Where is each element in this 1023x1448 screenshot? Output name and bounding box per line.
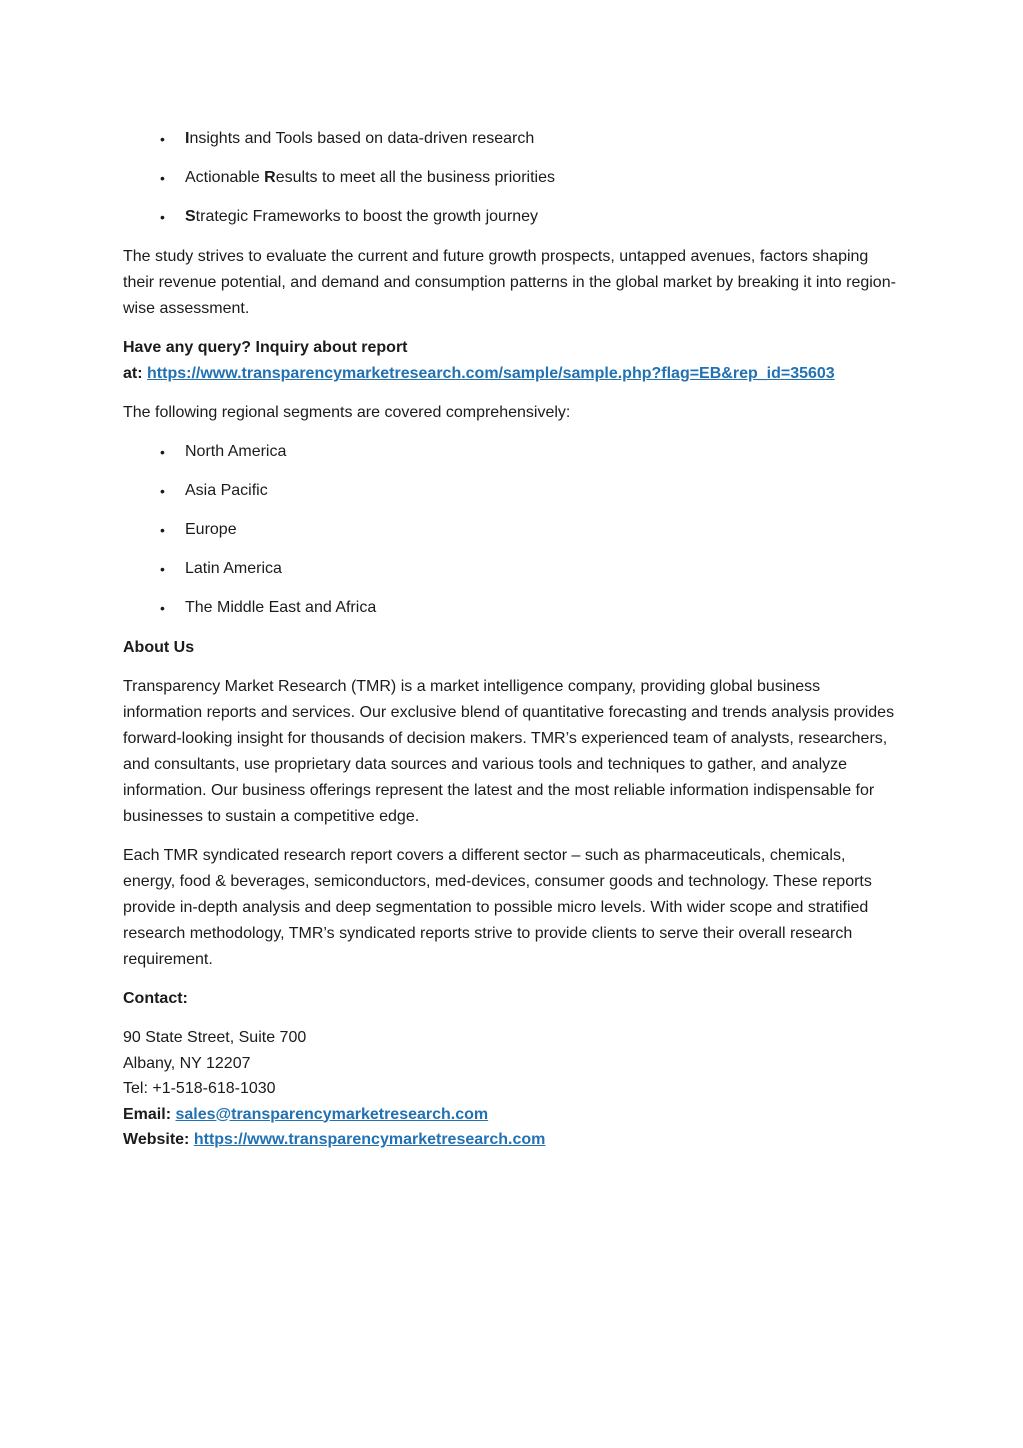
address-line-2: Albany, NY 12207	[123, 1054, 251, 1072]
region-name: Asia Pacific	[185, 482, 268, 499]
region-name: North America	[185, 443, 287, 460]
list-item-text	[185, 204, 898, 230]
address-line-1: 90 State Street, Suite 700	[123, 1029, 307, 1046]
website-label: Website:	[123, 1131, 190, 1148]
list-item-pre: Actionable	[185, 169, 265, 186]
inquiry-text: Have any query? Inquiry about report	[123, 339, 408, 356]
list-item-bold-letter: I	[185, 130, 190, 147]
list-item	[123, 204, 898, 230]
email-link[interactable]: sales@transparencymarketresearch.com	[175, 1105, 489, 1123]
list-item-rest: trategic Frameworks to boost the growth journey	[195, 208, 539, 225]
about-us-paragraph-1: Transparency Market Research (TMR) is a market intelligence company, providing global business information reports and services. Our exclusive blend of quantitative forecasting and trends analysis provides forward-looking insight for thousands of decision makers. TMR’s experienced team of analysts, researchers, and consultants, use proprietary data sources and various tools and techniques to gather, and analyze information. Our business offerings represent the latest and the most reliable information indispensable for businesses to sustain a competitive edge.	[123, 678, 895, 825]
list-item	[123, 556, 898, 582]
list-item-rest: esults to meet all the business priorities	[275, 169, 555, 186]
list-item	[123, 595, 898, 621]
bullet-icon: •	[160, 444, 165, 460]
contact-heading: Contact:	[123, 990, 188, 1007]
telephone-line: Tel: +1-518-618-1030	[123, 1080, 276, 1097]
region-name: The Middle East and Africa	[185, 599, 377, 616]
sample-report-link[interactable]: https://www.transparencymarketresearch.com/sample/sample.php?flag=EB&rep_id=35603	[147, 365, 835, 382]
benefits-list	[123, 126, 898, 230]
about-us-heading: About Us	[123, 639, 195, 656]
region-name: Europe	[185, 521, 237, 538]
inquiry-at-label: at:	[123, 365, 143, 382]
bullet-icon: •	[160, 483, 165, 499]
list-item-bold-letter: S	[185, 208, 196, 225]
list-item	[123, 126, 898, 152]
list-item	[123, 517, 898, 543]
regional-intro: The following regional segments are covered comprehensively:	[123, 404, 571, 421]
website-link[interactable]: https://www.transparencymarketresearch.com	[193, 1131, 546, 1148]
list-item	[123, 165, 898, 191]
bullet-icon: •	[160, 209, 165, 225]
email-label: Email:	[123, 1105, 172, 1123]
bullet-icon: •	[160, 561, 165, 577]
website-line	[123, 1127, 898, 1153]
bullet-icon: •	[160, 522, 165, 538]
contact-block	[123, 1025, 898, 1153]
list-item-rest: nsights and Tools based on data-driven research	[189, 130, 535, 147]
inquiry-block	[123, 335, 898, 387]
region-name: Latin America	[185, 560, 282, 577]
list-item-bold-letter: R	[264, 169, 276, 186]
email-line	[123, 1102, 898, 1128]
bullet-icon: •	[160, 600, 165, 616]
list-item	[123, 439, 898, 465]
list-item-text	[185, 165, 898, 191]
list-item-text	[185, 126, 898, 152]
about-us-paragraph-2: Each TMR syndicated research report covers a different sector – such as pharmaceuticals, chemicals, energy, food & beverages, semiconductors, med-devices, consumer goods and technology. These reports provide in-depth analysis and deep segmentation to possible micro levels. With wider scope and stratified research methodology, TMR’s syndicated reports strive to provide clients to serve their overall research requirement.	[123, 847, 872, 968]
list-item	[123, 478, 898, 504]
bullet-icon: •	[160, 170, 165, 186]
regions-list	[123, 439, 898, 621]
bullet-icon: •	[160, 131, 165, 147]
study-paragraph: The study strives to evaluate the current and future growth prospects, untapped avenues, factors shaping their revenue potential, and demand and consumption patterns in the global market by breaking it into region-wise assessment.	[123, 248, 896, 317]
